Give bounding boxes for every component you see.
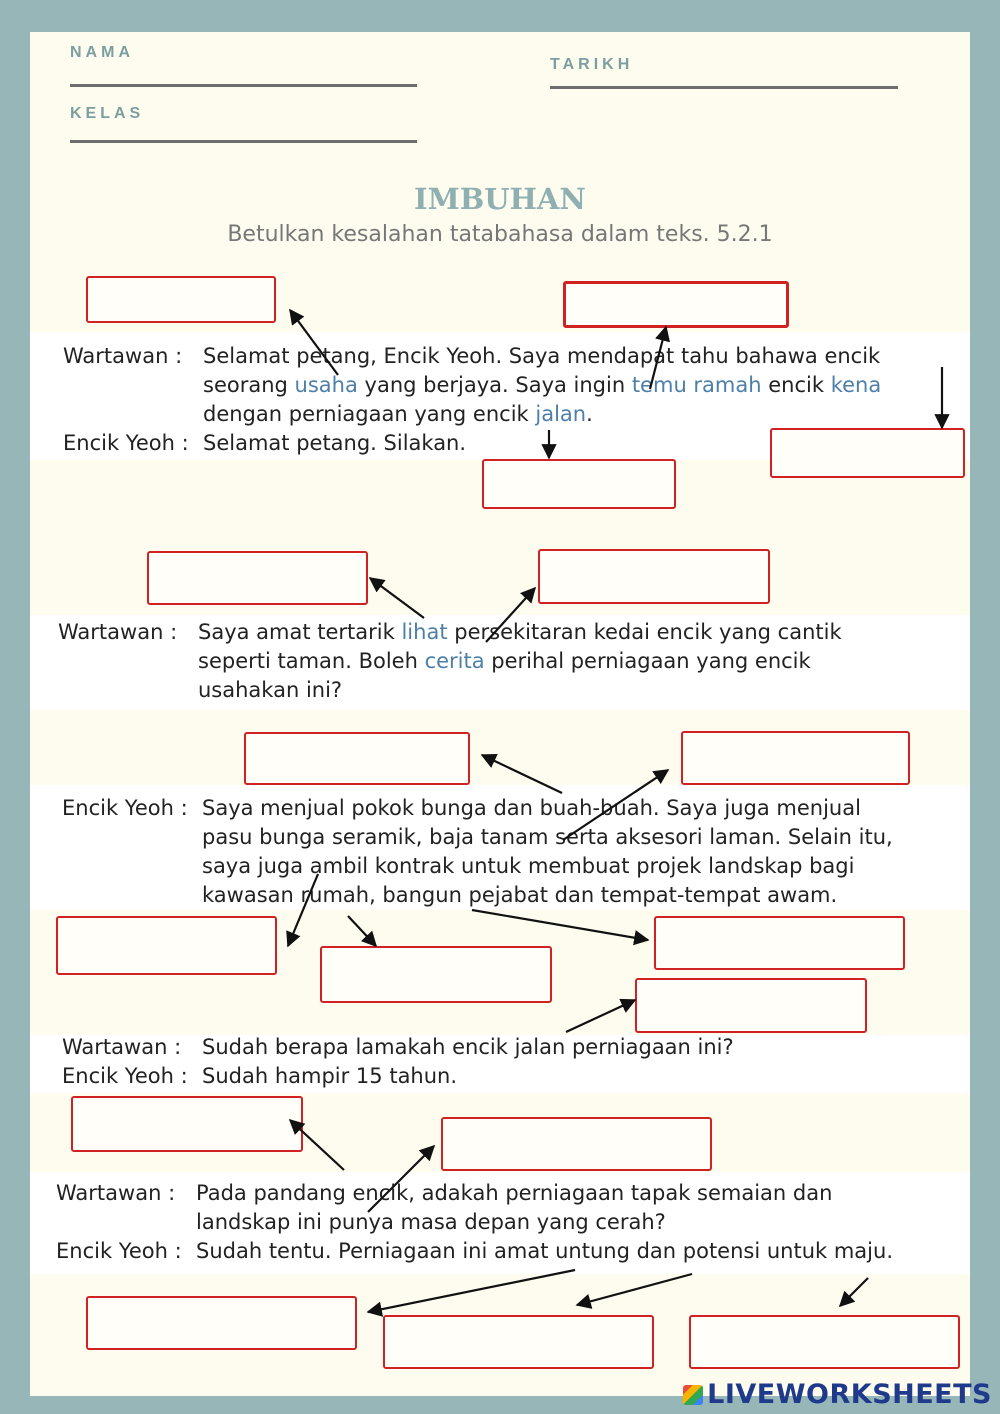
answer-box-9[interactable] [56, 916, 277, 975]
nama-label: NAMA [70, 44, 134, 61]
page-subtitle: Betulkan kesalahan tatabahasa dalam teks. 5.2.1 [227, 222, 773, 247]
kelas-label: KELAS [70, 105, 145, 122]
answer-box-1[interactable] [86, 276, 276, 323]
dialog-1: Wartawan : Selamat petang, Encik Yeoh. Saya mendapat tahu bahawa encik seorang usaha yang berjaya. Saya ingin temu ramah encik kena dengan perniagaan yang encik jalan. Encik Yeoh : Selamat petang. Silakan. [63, 342, 881, 458]
speaker-wartawan: Wartawan : [62, 1035, 182, 1059]
answer-box-16[interactable] [383, 1315, 654, 1369]
dialog-4: Wartawan : Sudah berapa lamakah encik jalan perniagaan ini? Encik Yeoh : Sudah hampir 15 tahun. [62, 1033, 734, 1091]
speaker-encik-yeoh: Encik Yeoh : [56, 1239, 182, 1263]
page-title: IMBUHAN [414, 182, 586, 216]
speaker-encik-yeoh: Encik Yeoh : [63, 431, 189, 455]
answer-box-5[interactable] [147, 551, 368, 605]
liveworksheets-icon [683, 1385, 703, 1405]
answer-box-12[interactable] [635, 978, 867, 1033]
tarikh-line [550, 86, 898, 89]
dialog-5: Wartawan : Pada pandang encik, adakah perniagaan tapak semaian dan landskap ini punya masa depan yang cerah? Encik Yeoh : Sudah tentu. Perniagaan ini amat untung dan potensi untuk maju. [56, 1179, 893, 1266]
kelas-line [70, 140, 417, 143]
answer-box-6[interactable] [538, 549, 770, 604]
answer-box-15[interactable] [86, 1296, 357, 1350]
error-word: temu ramah [631, 373, 762, 397]
speaker-encik-yeoh: Encik Yeoh : [62, 1064, 188, 1088]
speaker-wartawan: Wartawan : [56, 1181, 176, 1205]
dialog-3: Encik Yeoh : Saya menjual pokok bunga dan buah-buah. Saya juga menjual pasu bunga seramik, baja tanam serta aksesori laman. Selain itu, saya juga ambil kontrak untuk membuat projek landskap bagi kawasan rumah, bangun pejabat dan tempat-tempat awam. [62, 796, 893, 907]
error-word: lihat [401, 620, 448, 644]
answer-box-2[interactable] [563, 281, 789, 328]
error-word: kena [830, 373, 882, 397]
answer-box-13[interactable] [71, 1096, 303, 1152]
speaker-wartawan: Wartawan : [58, 620, 178, 644]
answer-box-3[interactable] [770, 428, 965, 478]
error-word: jalan [535, 402, 587, 426]
answer-box-8[interactable] [681, 731, 910, 785]
answer-box-14[interactable] [441, 1117, 712, 1171]
speaker-encik-yeoh: Encik Yeoh : [62, 796, 188, 820]
answer-box-11[interactable] [654, 916, 905, 970]
answer-box-17[interactable] [689, 1315, 960, 1369]
liveworksheets-logo: LIVEWORKSHEETS [683, 1379, 992, 1410]
answer-box-4[interactable] [482, 459, 676, 509]
tarikh-label: TARIKH [550, 56, 634, 73]
error-word: usaha [294, 373, 358, 397]
dialog-2: Wartawan : Saya amat tertarik lihat persekitaran kedai encik yang cantik seperti taman. Boleh cerita perihal perniagaan yang encik usahakan ini? [58, 620, 842, 702]
nama-line [70, 84, 417, 87]
speaker-wartawan: Wartawan : [63, 344, 183, 368]
error-word: cerita [424, 649, 485, 673]
answer-box-10[interactable] [320, 946, 552, 1003]
answer-box-7[interactable] [244, 732, 470, 785]
